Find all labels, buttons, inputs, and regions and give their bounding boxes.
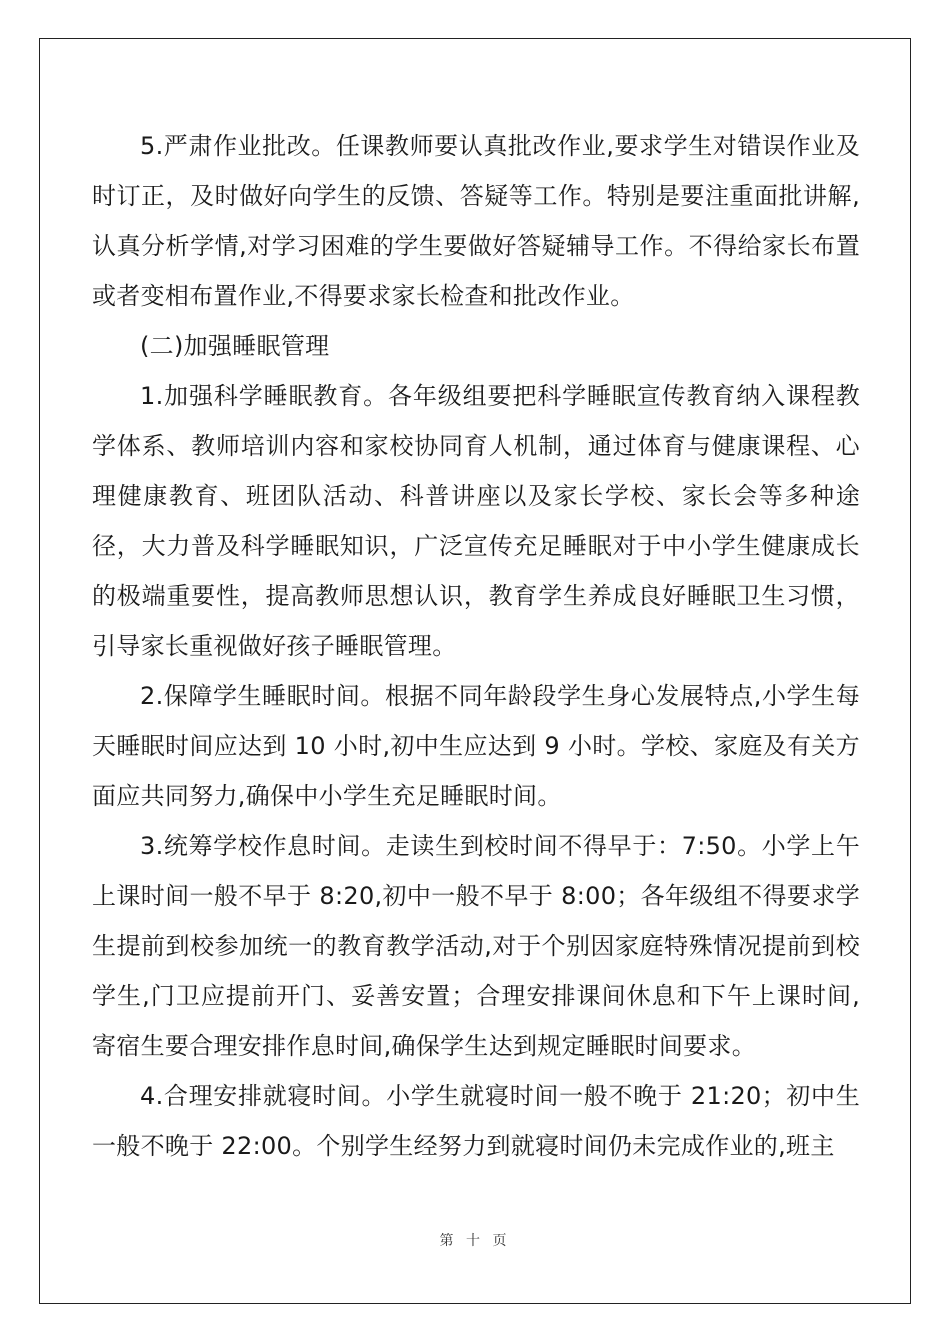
paragraph-sleep-time: 2.保障学生睡眠时间。根据不同年龄段学生身心发展特点,小学生每天睡眠时间应达到 10 小时,初中生应达到 9 小时。学校、家庭及有关方面应共同努力,确保中小学生充足睡眠时间。 xyxy=(92,682,860,810)
page-number-footer: 第 十 页 xyxy=(439,1233,511,1249)
paragraph-bedtime: 4.合理安排就寝时间。小学生就寝时间一般不晚于 21:20；初中生一般不晚于 22:00。个别学生经努力到就寝时间仍未完成作业的,班主 xyxy=(92,1082,860,1160)
section-heading-sleep-management: (二)加强睡眠管理 xyxy=(140,332,330,360)
document-body xyxy=(92,121,860,1171)
paragraph-school-schedule: 3.统筹学校作息时间。走读生到校时间不得早于：7:50。小学上午上课时间一般不早于 8:20,初中一般不早于 8:00；各年级组不得要求学生提前到校参加统一的教育教学活动,对于个别因家庭特殊情况提前到校学生,门卫应提前开门、妥善安置；合理安排课间休息和下午上课时间,寄宿生要合理安排作息时间,确保学生达到规定睡眠时间要求。 xyxy=(92,832,860,1060)
paragraph-homework-grading: 5.严肃作业批改。任课教师要认真批改作业,要求学生对错误作业及时订正，及时做好向学生的反馈、答疑等工作。特别是要注重面批讲解,认真分析学情,对学习困难的学生要做好答疑辅导工作。不得给家长布置或者变相布置作业,不得要求家长检查和批改作业。 xyxy=(92,132,860,310)
paragraph-sleep-education: 1.加强科学睡眠教育。各年级组要把科学睡眠宣传教育纳入课程教学体系、教师培训内容和家校协同育人机制，通过体育与健康课程、心理健康教育、班团队活动、科普讲座以及家长学校、家长会等多种途径，大力普及科学睡眠知识，广泛宣传充足睡眠对于中小学生健康成长的极端重要性，提高教师思想认识，教育学生养成良好睡眠卫生习惯，引导家长重视做好孩子睡眠管理。 xyxy=(92,382,860,660)
